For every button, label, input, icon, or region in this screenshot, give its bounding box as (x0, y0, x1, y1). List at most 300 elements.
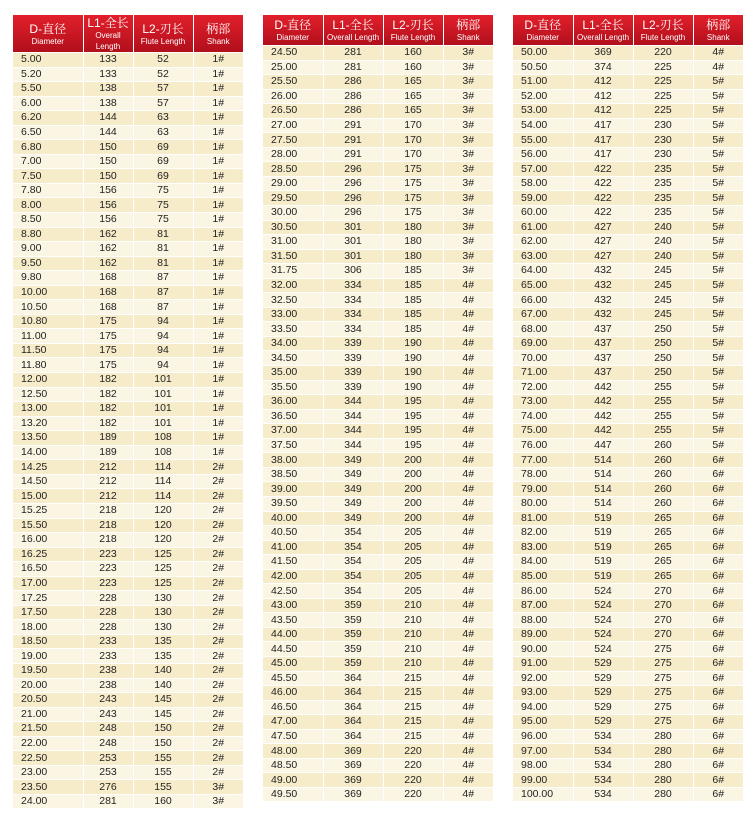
cell-flute-length: 69 (133, 169, 193, 184)
table-row (13, 227, 243, 242)
cell-diameter: 44.00 (263, 627, 323, 642)
cell-overall-length: 138 (83, 96, 133, 111)
cell-flute-length: 220 (383, 787, 443, 801)
cell-flute-length: 270 (633, 613, 693, 628)
cell-flute-length: 255 (633, 395, 693, 410)
table-row (513, 467, 743, 482)
cell-flute-length: 57 (133, 96, 193, 111)
table-header-row (13, 15, 243, 53)
header-diameter (13, 15, 83, 53)
cell-shank: 1# (193, 111, 243, 126)
cell-shank: 1# (193, 402, 243, 417)
cell-shank: 1# (193, 96, 243, 111)
table-row (13, 765, 243, 780)
table-row (513, 526, 743, 541)
cell-overall-length: 243 (83, 693, 133, 708)
table-row (263, 147, 493, 162)
table-row (263, 264, 493, 279)
cell-flute-length: 245 (633, 264, 693, 279)
cell-overall-length: 253 (83, 751, 133, 766)
cell-shank: 4# (443, 613, 493, 628)
cell-flute-length: 180 (383, 220, 443, 235)
cell-overall-length: 281 (323, 46, 383, 61)
table-row (13, 67, 243, 82)
table-row (263, 453, 493, 468)
cell-overall-length: 354 (323, 555, 383, 570)
cell-shank: 2# (193, 474, 243, 489)
cell-shank: 4# (443, 380, 493, 395)
cell-diameter: 50.50 (513, 60, 573, 75)
cell-shank: 2# (193, 751, 243, 766)
table-row (513, 438, 743, 453)
cell-diameter: 7.50 (13, 169, 83, 184)
table-row (263, 206, 493, 221)
cell-overall-length: 359 (323, 613, 383, 628)
cell-shank: 2# (193, 518, 243, 533)
cell-overall-length: 442 (573, 395, 633, 410)
cell-shank: 2# (193, 605, 243, 620)
table-row (513, 293, 743, 308)
cell-flute-length: 270 (633, 584, 693, 599)
table-row (513, 671, 743, 686)
cell-overall-length: 437 (573, 366, 633, 381)
table-row (263, 555, 493, 570)
cell-flute-length: 205 (383, 584, 443, 599)
table-row (13, 387, 243, 402)
table-row (13, 431, 243, 446)
cell-flute-length: 215 (383, 671, 443, 686)
cell-shank: 4# (443, 729, 493, 744)
cell-flute-length: 240 (633, 220, 693, 235)
cell-overall-length: 529 (573, 671, 633, 686)
cell-shank: 4# (443, 409, 493, 424)
header-overall-length-en: Overall Length (326, 33, 380, 42)
cell-flute-length: 69 (133, 154, 193, 169)
table-row (513, 278, 743, 293)
cell-overall-length: 519 (573, 540, 633, 555)
cell-diameter: 36.00 (263, 395, 323, 410)
table-row (263, 424, 493, 439)
header-overall-length (83, 15, 133, 53)
cell-diameter: 12.00 (13, 373, 83, 388)
cell-diameter: 78.00 (513, 467, 573, 482)
table-row (513, 540, 743, 555)
cell-flute-length: 275 (633, 700, 693, 715)
cell-shank: 4# (443, 787, 493, 801)
cell-shank: 1# (193, 154, 243, 169)
cell-overall-length: 133 (83, 67, 133, 82)
cell-diameter: 6.00 (13, 96, 83, 111)
cell-diameter: 5.20 (13, 67, 83, 82)
cell-diameter: 68.00 (513, 322, 573, 337)
cell-shank: 1# (193, 445, 243, 460)
cell-flute-length: 245 (633, 278, 693, 293)
cell-diameter: 6.80 (13, 140, 83, 155)
cell-overall-length: 374 (573, 60, 633, 75)
cell-diameter: 65.00 (513, 278, 573, 293)
cell-overall-length: 422 (573, 206, 633, 221)
header-shank-cn: 柄部 (206, 21, 231, 36)
table-row (513, 46, 743, 61)
cell-diameter: 15.25 (13, 503, 83, 518)
cell-diameter: 81.00 (513, 511, 573, 526)
cell-flute-length: 185 (383, 264, 443, 279)
cell-shank: 5# (693, 307, 743, 322)
cell-diameter: 49.00 (263, 773, 323, 788)
cell-flute-length: 220 (383, 758, 443, 773)
cell-diameter: 72.00 (513, 380, 573, 395)
cell-overall-length: 228 (83, 605, 133, 620)
table-row (13, 474, 243, 489)
cell-shank: 6# (693, 511, 743, 526)
cell-overall-length: 175 (83, 329, 133, 344)
cell-diameter: 73.00 (513, 395, 573, 410)
cell-overall-length: 301 (323, 220, 383, 235)
cell-diameter: 39.50 (263, 496, 323, 511)
cell-diameter: 26.50 (263, 104, 323, 119)
cell-flute-length: 140 (133, 663, 193, 678)
cell-shank: 1# (193, 67, 243, 82)
cell-flute-length: 280 (633, 744, 693, 759)
cell-shank: 3# (443, 235, 493, 250)
cell-flute-length: 230 (633, 133, 693, 148)
table-row (13, 416, 243, 431)
cell-shank: 1# (193, 227, 243, 242)
header-flute-length-en: Flute Length (640, 33, 686, 42)
cell-overall-length: 412 (573, 75, 633, 90)
cell-flute-length: 225 (633, 104, 693, 119)
cell-overall-length: 437 (573, 322, 633, 337)
table-row (263, 773, 493, 788)
cell-flute-length: 175 (383, 191, 443, 206)
cell-overall-length: 354 (323, 569, 383, 584)
cell-diameter: 23.00 (13, 765, 83, 780)
cell-diameter: 47.00 (263, 715, 323, 730)
cell-diameter: 40.00 (263, 511, 323, 526)
cell-flute-length: 185 (383, 307, 443, 322)
table-row (13, 402, 243, 417)
table-row (513, 555, 743, 570)
cell-overall-length: 228 (83, 591, 133, 606)
cell-diameter: 33.50 (263, 322, 323, 337)
cell-diameter: 35.00 (263, 366, 323, 381)
cell-shank: 6# (693, 715, 743, 730)
cell-shank: 3# (443, 118, 493, 133)
cell-overall-length: 412 (573, 104, 633, 119)
cell-diameter: 36.50 (263, 409, 323, 424)
cell-diameter: 39.00 (263, 482, 323, 497)
cell-diameter: 7.00 (13, 154, 83, 169)
cell-overall-length: 369 (323, 758, 383, 773)
cell-shank: 4# (443, 627, 493, 642)
cell-overall-length: 369 (323, 773, 383, 788)
cell-overall-length: 233 (83, 649, 133, 664)
cell-flute-length: 63 (133, 111, 193, 126)
cell-shank: 1# (193, 242, 243, 257)
cell-flute-length: 195 (383, 438, 443, 453)
cell-shank: 5# (693, 206, 743, 221)
cell-flute-length: 210 (383, 613, 443, 628)
cell-diameter: 10.80 (13, 314, 83, 329)
cell-flute-length: 87 (133, 271, 193, 286)
table-row (263, 511, 493, 526)
cell-shank: 2# (193, 736, 243, 751)
cell-flute-length: 205 (383, 555, 443, 570)
cell-overall-length: 349 (323, 496, 383, 511)
cell-diameter: 44.50 (263, 642, 323, 657)
cell-overall-length: 334 (323, 322, 383, 337)
cell-flute-length: 215 (383, 700, 443, 715)
cell-diameter: 76.00 (513, 438, 573, 453)
table-row (13, 649, 243, 664)
cell-shank: 4# (443, 569, 493, 584)
table-row (13, 256, 243, 271)
table-row (513, 656, 743, 671)
cell-shank: 1# (193, 183, 243, 198)
table-row (513, 453, 743, 468)
cell-diameter: 47.50 (263, 729, 323, 744)
cell-shank: 6# (693, 569, 743, 584)
header-shank (193, 15, 243, 53)
cell-overall-length: 281 (83, 794, 133, 808)
cell-flute-length: 165 (383, 89, 443, 104)
cell-shank: 1# (193, 314, 243, 329)
cell-diameter: 33.00 (263, 307, 323, 322)
cell-diameter: 27.50 (263, 133, 323, 148)
cell-shank: 3# (443, 176, 493, 191)
cell-flute-length: 275 (633, 686, 693, 701)
cell-overall-length: 243 (83, 707, 133, 722)
cell-flute-length: 275 (633, 642, 693, 657)
header-overall-length (323, 15, 383, 46)
header-shank-cn: 柄部 (706, 18, 731, 32)
cell-diameter: 18.00 (13, 620, 83, 635)
table-row (263, 366, 493, 381)
cell-flute-length: 130 (133, 591, 193, 606)
cell-diameter: 22.50 (13, 751, 83, 766)
cell-shank: 4# (443, 555, 493, 570)
header-diameter-cn: D-直径 (274, 18, 312, 32)
table-row (513, 569, 743, 584)
table-row (263, 336, 493, 351)
cell-overall-length: 306 (323, 264, 383, 279)
table-row (263, 715, 493, 730)
cell-flute-length: 250 (633, 336, 693, 351)
cell-flute-length: 185 (383, 278, 443, 293)
cell-shank: 6# (693, 686, 743, 701)
cell-shank: 4# (443, 351, 493, 366)
cell-flute-length: 245 (633, 307, 693, 322)
cell-diameter: 60.00 (513, 206, 573, 221)
table-row (513, 642, 743, 657)
cell-diameter: 25.50 (263, 75, 323, 90)
table-row (13, 242, 243, 257)
table-row (263, 249, 493, 264)
cell-overall-length: 168 (83, 271, 133, 286)
cell-diameter: 9.80 (13, 271, 83, 286)
cell-diameter: 80.00 (513, 496, 573, 511)
cell-diameter: 75.00 (513, 424, 573, 439)
cell-diameter: 43.00 (263, 598, 323, 613)
cell-diameter: 27.00 (263, 118, 323, 133)
header-shank (693, 15, 743, 46)
cell-flute-length: 210 (383, 627, 443, 642)
cell-flute-length: 114 (133, 489, 193, 504)
table-row (263, 627, 493, 642)
cell-overall-length: 359 (323, 656, 383, 671)
table-body (13, 53, 243, 809)
table-row (513, 773, 743, 788)
table-row (263, 89, 493, 104)
cell-flute-length: 170 (383, 118, 443, 133)
cell-flute-length: 165 (383, 75, 443, 90)
cell-overall-length: 432 (573, 307, 633, 322)
cell-overall-length: 534 (573, 773, 633, 788)
cell-overall-length: 364 (323, 700, 383, 715)
cell-overall-length: 182 (83, 373, 133, 388)
cell-flute-length: 155 (133, 765, 193, 780)
table-row (263, 278, 493, 293)
table-row (513, 424, 743, 439)
cell-shank: 6# (693, 467, 743, 482)
cell-diameter: 20.00 (13, 678, 83, 693)
table-row (263, 584, 493, 599)
table-row (263, 133, 493, 148)
table-row (513, 744, 743, 759)
cell-diameter: 57.00 (513, 162, 573, 177)
table-row (513, 235, 743, 250)
cell-diameter: 90.00 (513, 642, 573, 657)
cell-overall-length: 369 (323, 744, 383, 759)
cell-shank: 2# (193, 503, 243, 518)
cell-shank: 4# (443, 656, 493, 671)
cell-flute-length: 200 (383, 496, 443, 511)
table-row (13, 329, 243, 344)
cell-shank: 3# (443, 89, 493, 104)
cell-shank: 2# (193, 693, 243, 708)
cell-flute-length: 180 (383, 235, 443, 250)
table-row (13, 96, 243, 111)
cell-shank: 5# (693, 278, 743, 293)
cell-shank: 2# (193, 533, 243, 548)
cell-shank: 5# (693, 75, 743, 90)
cell-overall-length: 296 (323, 191, 383, 206)
cell-flute-length: 240 (633, 249, 693, 264)
table-row (13, 503, 243, 518)
cell-diameter: 31.00 (263, 235, 323, 250)
cell-shank: 1# (193, 300, 243, 315)
cell-overall-length: 344 (323, 424, 383, 439)
cell-flute-length: 170 (383, 147, 443, 162)
cell-shank: 1# (193, 343, 243, 358)
cell-diameter: 14.50 (13, 474, 83, 489)
cell-overall-length: 334 (323, 293, 383, 308)
cell-overall-length: 524 (573, 613, 633, 628)
cell-flute-length: 250 (633, 322, 693, 337)
table-row (263, 351, 493, 366)
cell-shank: 4# (693, 46, 743, 61)
table-row (263, 482, 493, 497)
table-row (513, 147, 743, 162)
table-row (513, 366, 743, 381)
header-diameter-en: Diameter (276, 33, 309, 42)
cell-overall-length: 354 (323, 584, 383, 599)
cell-overall-length: 334 (323, 307, 383, 322)
cell-diameter: 66.00 (513, 293, 573, 308)
table-row (13, 620, 243, 635)
cell-flute-length: 125 (133, 562, 193, 577)
table-row (263, 307, 493, 322)
cell-flute-length: 94 (133, 343, 193, 358)
table-row (513, 118, 743, 133)
cell-shank: 5# (693, 191, 743, 206)
header-overall-length-cn: L1-全长 (332, 18, 374, 32)
table-row (263, 380, 493, 395)
header-diameter (263, 15, 323, 46)
cell-flute-length: 185 (383, 293, 443, 308)
cell-diameter: 41.50 (263, 555, 323, 570)
table-row (513, 700, 743, 715)
cell-shank: 2# (193, 765, 243, 780)
cell-diameter: 35.50 (263, 380, 323, 395)
table-row (263, 642, 493, 657)
cell-overall-length: 529 (573, 656, 633, 671)
cell-overall-length: 412 (573, 89, 633, 104)
cell-overall-length: 437 (573, 351, 633, 366)
table-row (263, 75, 493, 90)
cell-shank: 1# (193, 82, 243, 97)
cell-flute-length: 255 (633, 380, 693, 395)
cell-flute-length: 75 (133, 213, 193, 228)
cell-shank: 6# (693, 671, 743, 686)
table-row (513, 380, 743, 395)
cell-diameter: 6.50 (13, 125, 83, 140)
cell-flute-length: 52 (133, 53, 193, 68)
table-row (513, 60, 743, 75)
cell-diameter: 91.00 (513, 656, 573, 671)
cell-flute-length: 81 (133, 256, 193, 271)
cell-overall-length: 182 (83, 416, 133, 431)
table-row (263, 60, 493, 75)
cell-flute-length: 94 (133, 314, 193, 329)
cell-flute-length: 130 (133, 605, 193, 620)
cell-diameter: 85.00 (513, 569, 573, 584)
cell-shank: 4# (443, 322, 493, 337)
cell-diameter: 95.00 (513, 715, 573, 730)
cell-diameter: 37.00 (263, 424, 323, 439)
table-row (13, 576, 243, 591)
cell-shank: 6# (693, 526, 743, 541)
cell-diameter: 51.00 (513, 75, 573, 90)
cell-diameter: 22.00 (13, 736, 83, 751)
header-shank-cn: 柄部 (456, 18, 481, 32)
cell-flute-length: 230 (633, 118, 693, 133)
cell-diameter: 48.50 (263, 758, 323, 773)
cell-flute-length: 52 (133, 67, 193, 82)
cell-flute-length: 280 (633, 758, 693, 773)
cell-overall-length: 524 (573, 642, 633, 657)
cell-diameter: 34.50 (263, 351, 323, 366)
cell-diameter: 48.00 (263, 744, 323, 759)
cell-flute-length: 108 (133, 445, 193, 460)
cell-diameter: 40.50 (263, 526, 323, 541)
cell-overall-length: 534 (573, 787, 633, 801)
table-row (13, 518, 243, 533)
table-row (513, 613, 743, 628)
cell-overall-length: 359 (323, 598, 383, 613)
cell-shank: 4# (443, 758, 493, 773)
table-row (513, 627, 743, 642)
